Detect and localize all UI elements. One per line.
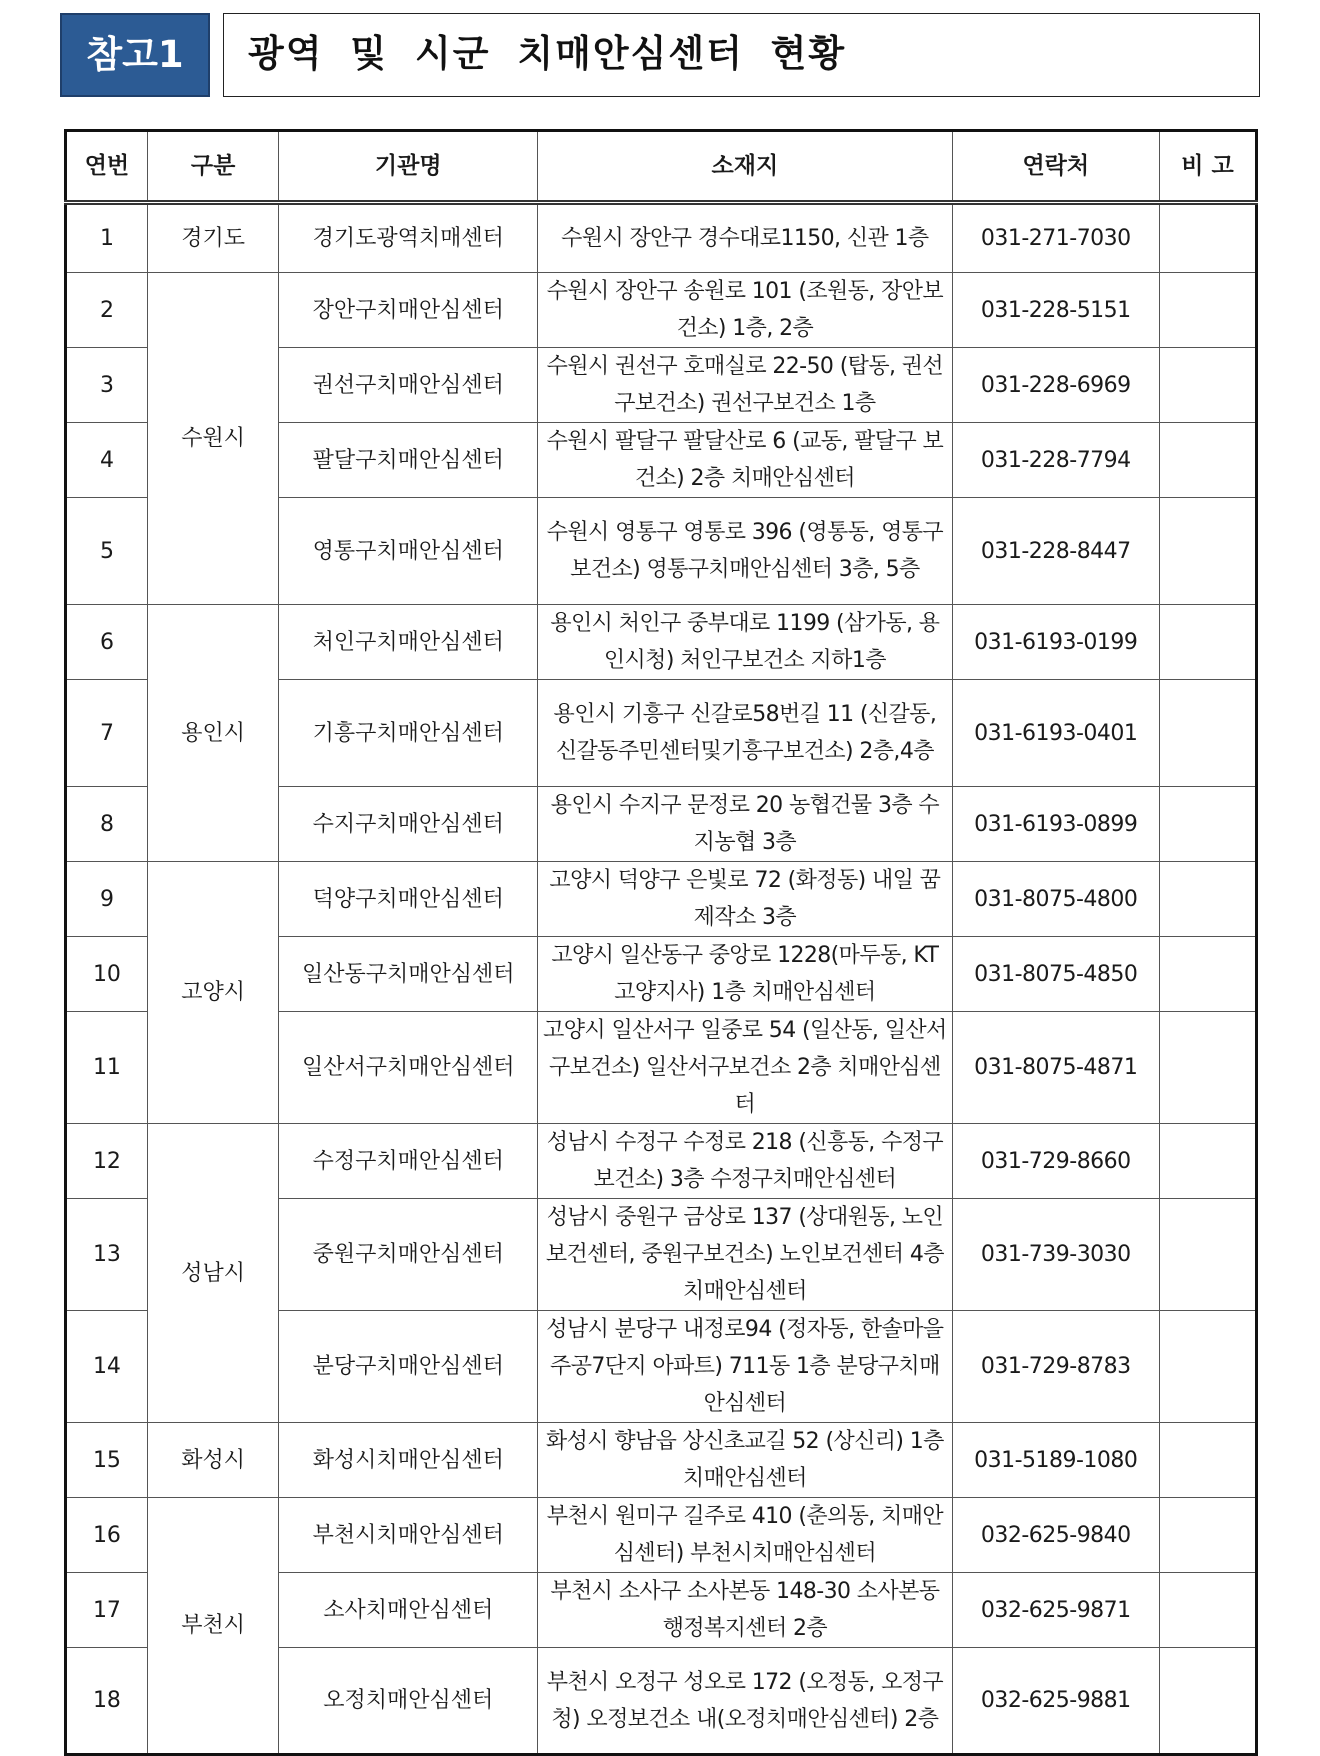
cell-note	[1159, 1199, 1256, 1311]
table-row	[66, 1423, 1257, 1498]
cell-phone: 031-6193-0199	[952, 605, 1159, 680]
cell-name: 오정치매안심센터	[279, 1648, 538, 1755]
cell-note	[1159, 605, 1256, 680]
reference-badge: 참고1	[60, 13, 210, 97]
cell-address: 부천시 오정구 성오로 172 (오정동, 오정구청) 오정보건소 내(오정치매안심센터) 2층	[538, 1648, 953, 1755]
cell-number: 3	[66, 348, 148, 423]
cell-note	[1159, 273, 1256, 348]
cell-note	[1159, 937, 1256, 1012]
center-table	[64, 129, 1258, 1756]
cell-region: 화성시	[147, 1423, 278, 1498]
cell-address: 용인시 수지구 문정로 20 농협건물 3층 수지농협 3층	[538, 787, 953, 862]
column-header-phone: 연락처	[952, 131, 1159, 203]
cell-number: 6	[66, 605, 148, 680]
cell-address: 수원시 장안구 경수대로1150, 신관 1층	[538, 203, 953, 273]
cell-number: 7	[66, 680, 148, 787]
table-header-row	[66, 131, 1257, 203]
cell-address: 성남시 중원구 금상로 137 (상대원동, 노인보건센터, 중원구보건소) 노인보건센터 4층 치매안심센터	[538, 1199, 953, 1311]
cell-name: 중원구치매안심센터	[279, 1199, 538, 1311]
cell-note	[1159, 1648, 1256, 1755]
table-row	[66, 1498, 1257, 1573]
cell-phone: 031-271-7030	[952, 203, 1159, 273]
cell-number: 15	[66, 1423, 148, 1498]
cell-phone: 031-228-8447	[952, 498, 1159, 605]
cell-address: 수원시 장안구 송원로 101 (조원동, 장안보건소) 1층, 2층	[538, 273, 953, 348]
cell-note	[1159, 203, 1256, 273]
cell-number: 1	[66, 203, 148, 273]
cell-address: 수원시 팔달구 팔달산로 6 (교동, 팔달구 보건소) 2층 치매안심센터	[538, 423, 953, 498]
cell-name: 부천시치매안심센터	[279, 1498, 538, 1573]
cell-phone: 032-625-9840	[952, 1498, 1159, 1573]
cell-name: 장안구치매안심센터	[279, 273, 538, 348]
cell-name: 팔달구치매안심센터	[279, 423, 538, 498]
cell-region: 부천시	[147, 1498, 278, 1755]
cell-number: 12	[66, 1124, 148, 1199]
cell-address: 부천시 원미구 길주로 410 (춘의동, 치매안심센터) 부천시치매안심센터	[538, 1498, 953, 1573]
cell-name: 수지구치매안심센터	[279, 787, 538, 862]
cell-phone: 032-625-9871	[952, 1573, 1159, 1648]
cell-name: 소사치매안심센터	[279, 1573, 538, 1648]
cell-number: 13	[66, 1199, 148, 1311]
cell-name: 일산동구치매안심센터	[279, 937, 538, 1012]
cell-phone: 031-6193-0401	[952, 680, 1159, 787]
column-header-address: 소재지	[538, 131, 953, 203]
cell-number: 2	[66, 273, 148, 348]
cell-address: 수원시 권선구 호매실로 22-50 (탑동, 권선구보건소) 권선구보건소 1층	[538, 348, 953, 423]
cell-name: 덕양구치매안심센터	[279, 862, 538, 937]
page-title: 광역 및 시군 치매안심센터 현황	[223, 13, 1260, 97]
cell-phone: 032-625-9881	[952, 1648, 1159, 1755]
cell-note	[1159, 348, 1256, 423]
cell-address: 고양시 덕양구 은빛로 72 (화정동) 내일 꿈 제작소 3층	[538, 862, 953, 937]
cell-number: 10	[66, 937, 148, 1012]
cell-number: 4	[66, 423, 148, 498]
cell-number: 11	[66, 1012, 148, 1124]
cell-region: 고양시	[147, 862, 278, 1124]
cell-name: 영통구치매안심센터	[279, 498, 538, 605]
table-row	[66, 203, 1257, 273]
table-row	[66, 1124, 1257, 1199]
cell-note	[1159, 1311, 1256, 1423]
cell-phone: 031-739-3030	[952, 1199, 1159, 1311]
document-header	[60, 13, 1260, 97]
cell-address: 고양시 일산서구 일중로 54 (일산동, 일산서구보건소) 일산서구보건소 2층 치매안심센터	[538, 1012, 953, 1124]
cell-phone: 031-228-7794	[952, 423, 1159, 498]
cell-address: 용인시 처인구 중부대로 1199 (삼가동, 용인시청) 처인구보건소 지하1층	[538, 605, 953, 680]
cell-name: 기흥구치매안심센터	[279, 680, 538, 787]
cell-note	[1159, 423, 1256, 498]
cell-phone: 031-5189-1080	[952, 1423, 1159, 1498]
cell-note	[1159, 862, 1256, 937]
cell-number: 5	[66, 498, 148, 605]
cell-name: 일산서구치매안심센터	[279, 1012, 538, 1124]
cell-phone: 031-8075-4850	[952, 937, 1159, 1012]
column-header-number: 연번	[66, 131, 148, 203]
cell-note	[1159, 1012, 1256, 1124]
cell-number: 9	[66, 862, 148, 937]
cell-name: 처인구치매안심센터	[279, 605, 538, 680]
cell-name: 분당구치매안심센터	[279, 1311, 538, 1423]
table-row	[66, 605, 1257, 680]
cell-phone: 031-228-6969	[952, 348, 1159, 423]
cell-name: 경기도광역치매센터	[279, 203, 538, 273]
table-row	[66, 862, 1257, 937]
cell-name: 화성시치매안심센터	[279, 1423, 538, 1498]
cell-address: 부천시 소사구 소사본동 148-30 소사본동행정복지센터 2층	[538, 1573, 953, 1648]
cell-phone: 031-228-5151	[952, 273, 1159, 348]
cell-phone: 031-8075-4800	[952, 862, 1159, 937]
cell-note	[1159, 1573, 1256, 1648]
cell-region: 경기도	[147, 203, 278, 273]
column-header-name: 기관명	[279, 131, 538, 203]
cell-name: 권선구치매안심센터	[279, 348, 538, 423]
cell-phone: 031-8075-4871	[952, 1012, 1159, 1124]
cell-number: 18	[66, 1648, 148, 1755]
table-row	[66, 273, 1257, 348]
cell-address: 수원시 영통구 영통로 396 (영통동, 영통구보건소) 영통구치매안심센터 3층, 5층	[538, 498, 953, 605]
cell-name: 수정구치매안심센터	[279, 1124, 538, 1199]
cell-number: 16	[66, 1498, 148, 1573]
cell-note	[1159, 1498, 1256, 1573]
cell-region: 용인시	[147, 605, 278, 862]
cell-address: 용인시 기흥구 신갈로58번길 11 (신갈동, 신갈동주민센터및기흥구보건소) 2층,4층	[538, 680, 953, 787]
cell-number: 17	[66, 1573, 148, 1648]
cell-address: 성남시 분당구 내정로94 (정자동, 한솔마을 주공7단지 아파트) 711동 1층 분당구치매안심센터	[538, 1311, 953, 1423]
cell-number: 14	[66, 1311, 148, 1423]
cell-note	[1159, 787, 1256, 862]
cell-address: 고양시 일산동구 중앙로 1228(마두동, KT고양지사) 1층 치매안심센터	[538, 937, 953, 1012]
cell-address: 성남시 수정구 수정로 218 (신흥동, 수정구보건소) 3층 수정구치매안심센터	[538, 1124, 953, 1199]
cell-note	[1159, 1124, 1256, 1199]
cell-phone: 031-729-8783	[952, 1311, 1159, 1423]
column-header-region: 구분	[147, 131, 278, 203]
cell-phone: 031-729-8660	[952, 1124, 1159, 1199]
cell-note	[1159, 680, 1256, 787]
cell-note	[1159, 1423, 1256, 1498]
cell-number: 8	[66, 787, 148, 862]
cell-address: 화성시 향남읍 상신초교길 52 (상신리) 1층 치매안심센터	[538, 1423, 953, 1498]
cell-region: 성남시	[147, 1124, 278, 1423]
column-header-note: 비 고	[1159, 131, 1256, 203]
cell-phone: 031-6193-0899	[952, 787, 1159, 862]
cell-note	[1159, 498, 1256, 605]
cell-region: 수원시	[147, 273, 278, 605]
